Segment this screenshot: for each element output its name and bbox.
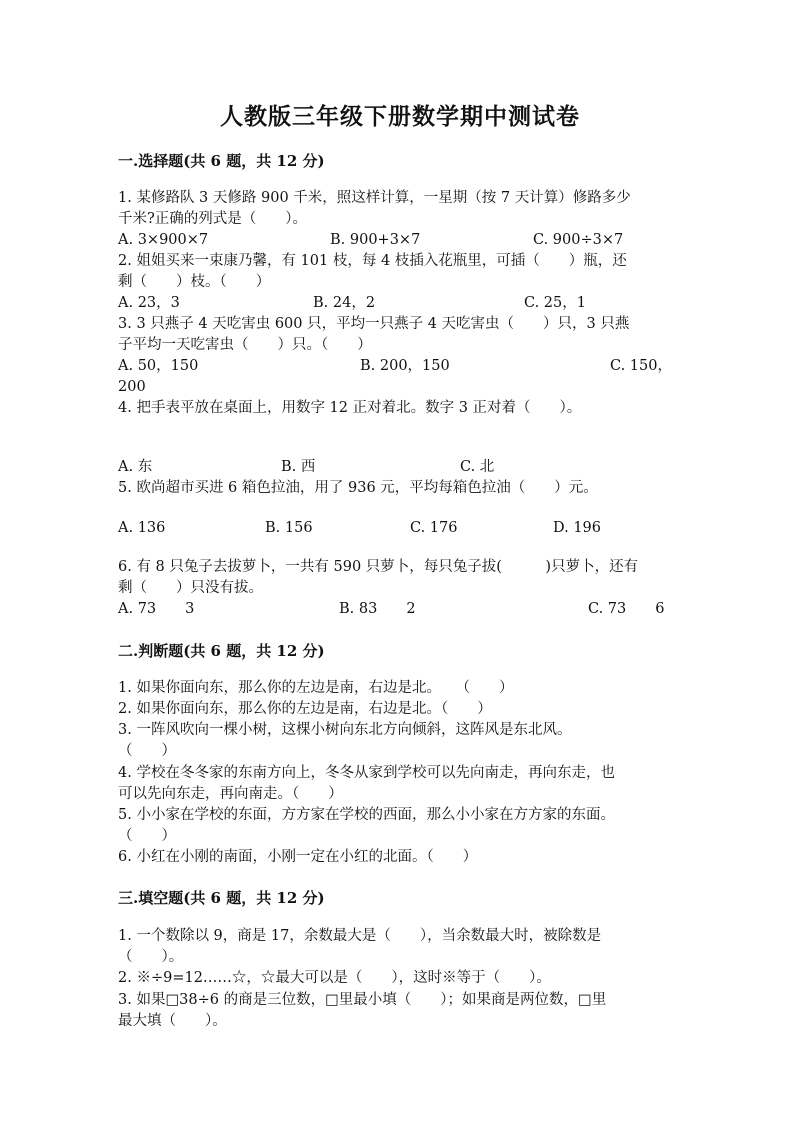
question-text: 2. 如果你面向东，那么你的左边是南，右边是北。（ ） (118, 701, 492, 717)
option-c: C. 73 6 (588, 601, 665, 617)
question-text: 6. 有 8 只兔子去拔萝卜，一共有 590 只萝卜，每只兔子拔( )只萝卜，还有 (118, 559, 639, 575)
question-text: （ ） (118, 743, 176, 759)
option-b: B. 900+3×7 (330, 232, 421, 248)
option-c: C. 900÷3×7 (533, 232, 624, 248)
question-text: 1. 某修路队 3 天修路 900 千米，照这样计算，一星期（按 7 天计算）修路多少 (118, 190, 631, 206)
question-text: 4. 把手表平放在桌面上，用数字 12 正对着北。数字 3 正对着（ ）。 (118, 400, 582, 416)
question-text: 1. 如果你面向东，那么你的左边是南，右边是北。 （ ） (118, 680, 514, 696)
question-text: 子平均一天吃害虫（ ）只。（ ） (118, 337, 372, 353)
question-text: 剩（ ）只没有拔。 (118, 580, 263, 596)
option-a: A. 136 (118, 520, 166, 536)
section-heading-fill: 三.填空题(共 6 题，共 12 分) (118, 889, 325, 907)
option-a: A. 东 (118, 459, 153, 475)
section-heading-judge: 二.判断题(共 6 题，共 12 分) (118, 642, 325, 660)
option-b: B. 200，150 (360, 358, 450, 374)
option-b: B. 83 2 (339, 601, 416, 617)
option-c-continued: 200 (118, 379, 146, 395)
option-b: B. 24，2 (313, 295, 376, 311)
question-text: 2. ※÷9=12……☆，☆最大可以是（ ），这时※等于（ ）。 (118, 970, 551, 986)
option-b: B. 西 (281, 459, 316, 475)
option-b: B. 156 (265, 520, 313, 536)
section-heading-choice: 一.选择题(共 6 题，共 12 分) (118, 152, 325, 170)
option-a: A. 73 3 (118, 601, 195, 617)
question-text: 千米?正确的列式是（ ）。 (118, 211, 308, 227)
question-text: 3. 一阵风吹向一棵小树，这棵小树向东北方向倾斜，这阵风是东北风。 (118, 722, 572, 738)
question-text: 2. 姐姐买来一束康乃馨，有 101 枝，每 4 枝插入花瓶里，可插（ ）瓶，还 (118, 253, 627, 269)
option-c: C. 176 (410, 520, 458, 536)
question-text: 最大填（ ）。 (118, 1013, 227, 1029)
question-text: （ ）。 (118, 949, 184, 965)
question-text: 5. 小小家在学校的东面，方方家在学校的西面，那么小小家在方方家的东面。 (118, 807, 615, 823)
option-d: D. 196 (553, 520, 602, 536)
question-text: （ ） (118, 828, 176, 844)
option-c: C. 北 (460, 459, 495, 475)
option-c: C. 150， (610, 358, 672, 374)
question-text: 可以先向东走，再向南走。（ ） (118, 786, 343, 802)
option-a: A. 23，3 (118, 295, 180, 311)
question-text: 5. 欧尚超市买进 6 箱色拉油，用了 936 元，平均每箱色拉油（ ）元。 (118, 480, 598, 496)
option-a: A. 3×900×7 (118, 232, 209, 248)
question-text: 剩（ ）枝。（ ） (118, 274, 271, 290)
question-text: 4. 学校在冬冬家的东南方向上，冬冬从家到学校可以先向南走，再向东走，也 (118, 765, 615, 781)
option-c: C. 25，1 (524, 295, 586, 311)
page-title: 人教版三年级下册数学期中测试卷 (220, 103, 580, 130)
question-text: 1. 一个数除以 9，商是 17，余数最大是（ ），当余数最大时，被除数是 (118, 928, 602, 944)
question-text: 6. 小红在小刚的南面，小刚一定在小红的北面。（ ） (118, 849, 478, 865)
question-text: 3. 3 只燕子 4 天吃害虫 600 只，平均一只燕子 4 天吃害虫（ ）只，3 只燕 (118, 316, 630, 332)
option-a: A. 50，150 (118, 358, 199, 374)
question-text: 3. 如果□38÷6 的商是三位数，□里最小填（ ）；如果商是两位数，□里 (118, 992, 607, 1008)
